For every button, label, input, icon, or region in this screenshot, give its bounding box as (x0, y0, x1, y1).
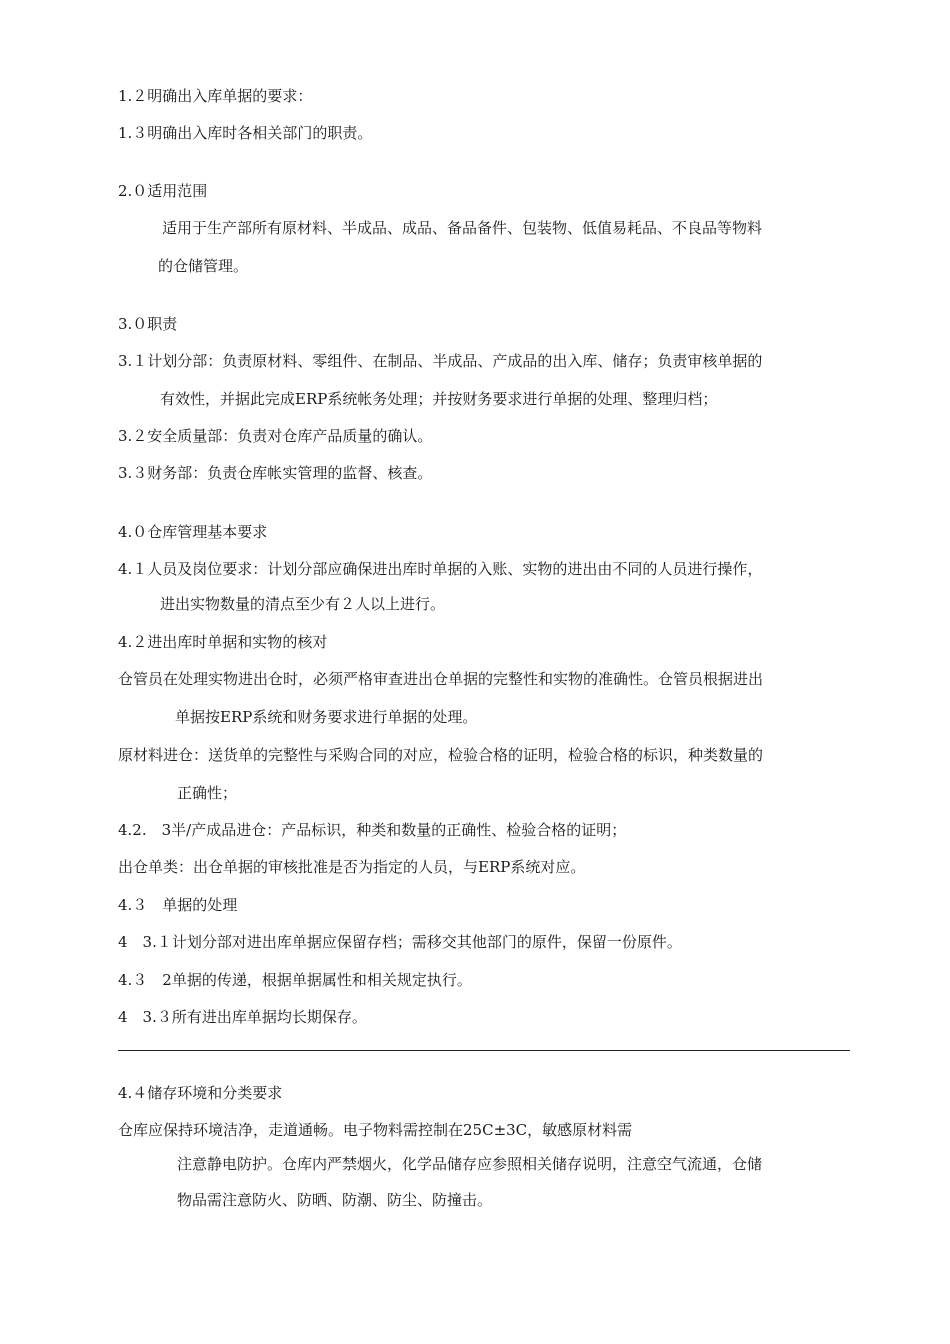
text-line: 进出实物数量的清点至少有２人以上进行。 (160, 595, 446, 613)
text-line: 4.３ 2单据的传递，根据单据属性和相关规定执行。 (118, 971, 472, 989)
text-line: 1.３明确出入库时各相关部门的职责。 (118, 124, 373, 142)
text-line: 原材料进仓：送货单的完整性与采购合同的对应，检验合格的证明，检验合格的标识，种类数量的 (118, 746, 764, 764)
section-heading: 2.０适用范围 (118, 182, 208, 200)
text-line: 3.２安全质量部：负责对仓库产品质量的确认。 (118, 427, 433, 445)
text-line: 3.１计划分部：负责原材料、零组件、在制品、半成品、产成品的出入库、储存；负责审核单据的 (118, 352, 763, 370)
text-line: 有效性，并据此完成ERP系统帐务处理；并按财务要求进行单据的处理、整理归档； (160, 390, 718, 408)
section-heading: 4.０仓库管理基本要求 (118, 523, 268, 541)
text-line: 物品需注意防火、防晒、防潮、防尘、防撞击。 (177, 1191, 493, 1209)
text-line: 出仓单类：出仓单据的审核批准是否为指定的人员，与ERP系统对应。 (118, 858, 586, 876)
text-line: 仓管员在处理实物进出仓时，必须严格审查进出仓单据的完整性和实物的准确性。仓管员根据进出 (118, 670, 764, 688)
section-heading: 4.４储存环境和分类要求 (118, 1084, 283, 1102)
text-line: 4 3.１计划分部对进出库单据应保留存档；需移交其他部门的原件，保留一份原件。 (118, 933, 682, 951)
text-line: 注意静电防护。仓库内严禁烟火，化学品储存应参照相关储存说明，注意空气流通，仓储 (177, 1155, 763, 1173)
text-line: 4 3.３所有进出库单据均长期保存。 (118, 1008, 367, 1026)
text-line: 4.2. 3半/产成品进仓：产品标识，种类和数量的正确性、检验合格的证明； (118, 821, 627, 839)
text-line: 单据按ERP系统和财务要求进行单据的处理。 (175, 708, 478, 726)
text-line: 的仓储管理。 (158, 257, 249, 275)
section-heading: 3.０职责 (118, 315, 178, 333)
text-line: 4.３ 单据的处理 (118, 896, 238, 914)
text-line: 4.２进出库时单据和实物的核对 (118, 633, 328, 651)
text-line: 4.１人员及岗位要求：计划分部应确保进出库时单据的入账、实物的进出由不同的人员进行操作， (118, 560, 763, 578)
text-line: 3.３财务部：负责仓库帐实管理的监督、核查。 (118, 464, 433, 482)
text-line: 仓库应保持环境洁净，走道通畅。电子物料需控制在25C±3C，敏感原材料需 (118, 1121, 633, 1139)
horizontal-divider (118, 1050, 850, 1051)
text-line: 适用于生产部所有原材料、半成品、成品、备品备件、包装物、低值易耗品、不良品等物料 (162, 219, 763, 237)
text-line: 1.２明确出入库单据的要求： (118, 87, 313, 105)
text-line: 正确性； (177, 784, 238, 802)
